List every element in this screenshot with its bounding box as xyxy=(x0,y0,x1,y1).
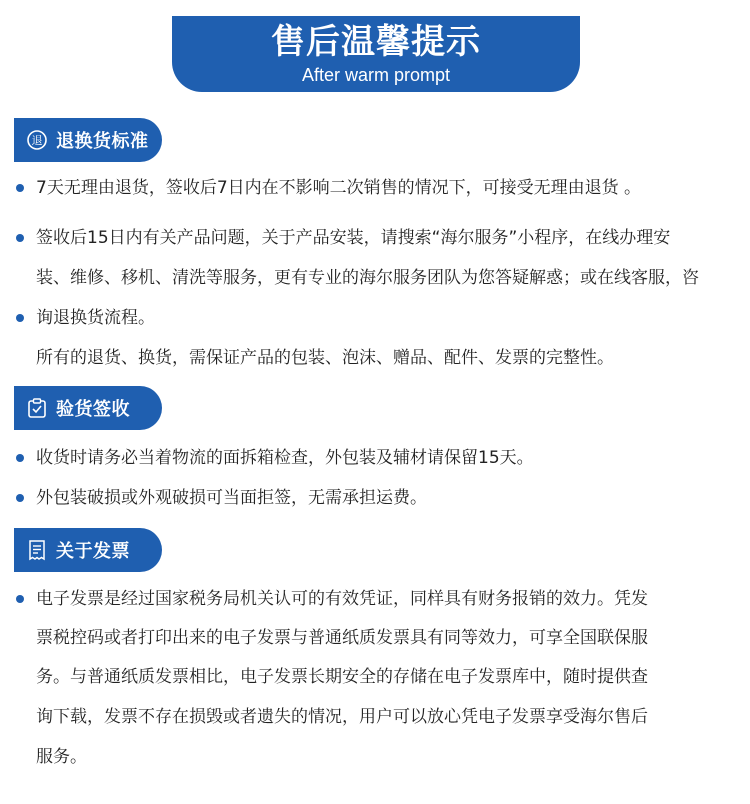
section-title: 退换货标准 xyxy=(56,131,149,152)
bullet-dot xyxy=(16,184,24,192)
section-header-inspection xyxy=(14,386,162,430)
checklist-icon xyxy=(26,397,48,419)
section-header-invoice xyxy=(14,528,162,572)
text-line: 票税控码或者打印出来的电子发票与普通纸质发票具有同等效力，可享全国联保服 xyxy=(36,628,648,648)
bullet-dot xyxy=(16,314,24,322)
bullet-dot xyxy=(16,234,24,242)
text-line: 签收后15日内有关产品问题，关于产品安装，请搜索“海尔服务”小程序，在线办理安 xyxy=(36,228,671,248)
text-line: 7天无理由退货，签收后7日内在不影响二次销售的情况下，可接受无理由退货 。 xyxy=(36,178,642,198)
text-line: 电子发票是经过国家税务局机关认可的有效凭证，同样具有财务报销的效力。凭发 xyxy=(36,589,648,609)
text-line: 收货时请务必当着物流的面拆箱检查，外包装及辅材请保留15天。 xyxy=(36,448,534,468)
text-line: 装、维修、移机、清洗等服务，更有专业的海尔服务团队为您答疑解惑；或在线客服，咨 xyxy=(36,268,699,288)
return-icon xyxy=(26,129,48,151)
banner-title: 售后温馨提示 xyxy=(271,22,481,62)
text-line: 询下载，发票不存在损毁或者遗失的情况，用户可以放心凭电子发票享受海尔售后 xyxy=(36,707,648,727)
bullet-dot xyxy=(16,454,24,462)
invoice-icon xyxy=(26,539,48,561)
banner-subtitle: After warm prompt xyxy=(301,65,451,85)
text-line: 询退换货流程。 xyxy=(36,308,155,328)
bullet-dot xyxy=(16,595,24,603)
bullet-dot xyxy=(16,494,24,502)
section-title: 验货签收 xyxy=(56,399,130,420)
svg-text:退: 退 xyxy=(31,134,43,147)
section-header-returns xyxy=(14,118,162,162)
text-line: 所有的退货、换货，需保证产品的包装、泡沫、赠品、配件、发票的完整性。 xyxy=(36,348,614,368)
text-line: 外包装破损或外观破损可当面拒签，无需承担运费。 xyxy=(36,488,427,508)
section-title: 关于发票 xyxy=(56,541,130,562)
text-line: 服务。 xyxy=(36,747,87,767)
text-line: 务。与普通纸质发票相比，电子发票长期安全的存储在电子发票库中，随时提供查 xyxy=(36,667,648,687)
header-banner xyxy=(172,16,580,92)
